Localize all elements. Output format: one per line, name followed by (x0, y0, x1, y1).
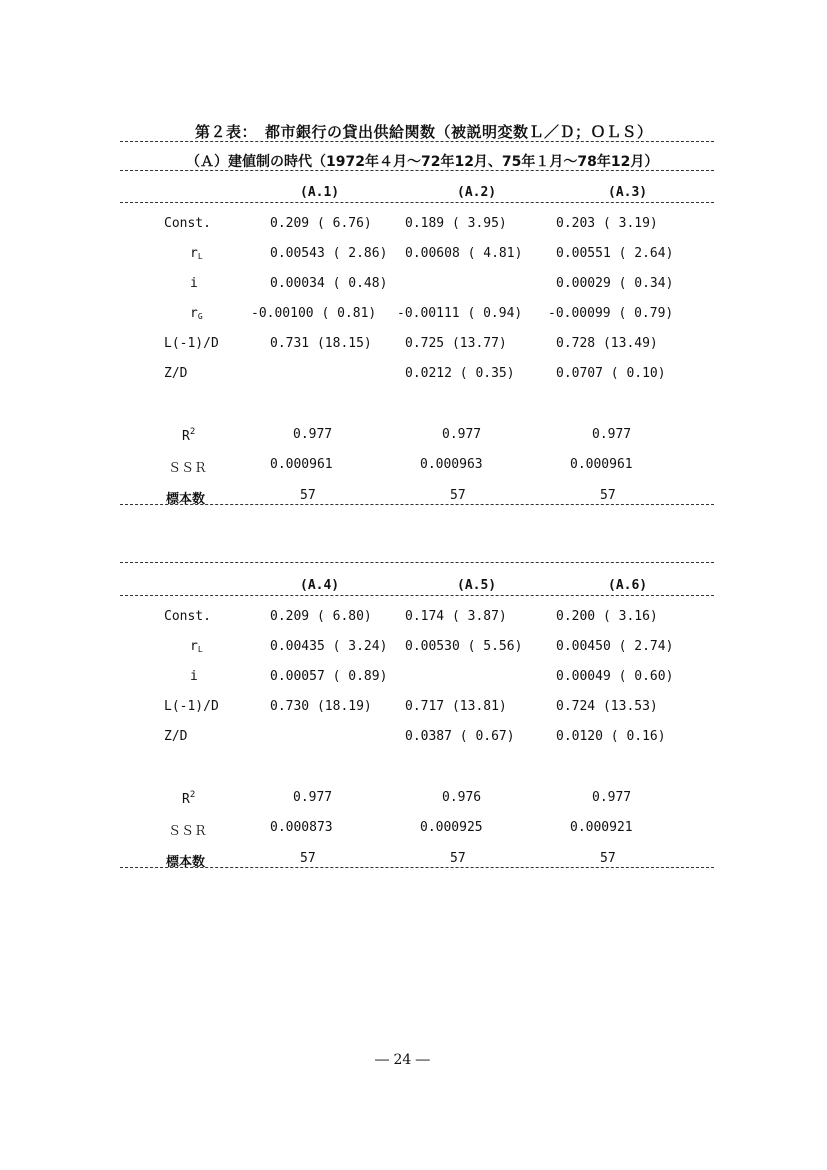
cell: 0.189 ( 3.95) (405, 216, 507, 231)
stat-label-sup: 2 (189, 790, 196, 800)
cell: 0.203 ( 3.19) (556, 216, 658, 231)
header-rule (120, 202, 714, 203)
row-label: Const. (164, 216, 211, 231)
stat-row (120, 457, 714, 479)
table-row (120, 216, 714, 238)
stat-row (120, 820, 714, 842)
cell: 0.000961 (570, 457, 633, 472)
col-header-a6: (A.6) (608, 578, 648, 593)
col-header-a3: (A.3) (608, 185, 648, 200)
stat-label (182, 790, 195, 807)
table-subtitle: （Ａ）建値制の時代（1972年４月～72年12月、75年１月～78年12月） (186, 154, 659, 170)
cell: 0.977 (592, 790, 632, 805)
header-rule (120, 595, 714, 596)
table-title: 第２表： 都市銀行の貸出供給関数（被説明変数Ｌ／Ｄ；ＯＬＳ） (195, 123, 653, 141)
cell: 0.717 (13.81) (405, 699, 507, 714)
cell: 0.000925 (420, 820, 483, 835)
cell: 0.000873 (270, 820, 333, 835)
row-label: i (190, 276, 198, 291)
row-label (190, 639, 203, 654)
cell: 57 (600, 488, 616, 503)
row-label-main: r (190, 246, 198, 261)
cell: 0.0387 ( 0.67) (405, 729, 515, 744)
stat-row (120, 851, 714, 873)
table-row (120, 276, 714, 298)
row-label (190, 306, 203, 321)
cell: 0.977 (293, 790, 333, 805)
stat-label: ＳＳＲ (168, 461, 208, 476)
cell: 0.00029 ( 0.34) (556, 276, 674, 291)
cell: 0.00435 ( 3.24) (270, 639, 388, 654)
cell: 57 (300, 851, 316, 866)
cell: 0.977 (293, 427, 333, 442)
cell: 0.200 ( 3.16) (556, 609, 658, 624)
cell: 57 (450, 488, 466, 503)
cell: 0.731 (18.15) (270, 336, 372, 351)
row-label: Z/D (164, 366, 188, 381)
cell: 0.209 ( 6.80) (270, 609, 372, 624)
cell: 0.0707 ( 0.10) (556, 366, 666, 381)
table-row (120, 336, 714, 358)
cell: 0.00608 ( 4.81) (405, 246, 523, 261)
cell: 0.209 ( 6.76) (270, 216, 372, 231)
col-header-a2: (A.2) (457, 185, 497, 200)
table-a-bottom-rule (120, 504, 714, 505)
page-number: ― 24 ― (375, 1052, 430, 1068)
cell: 0.000963 (420, 457, 483, 472)
cell: 0.00530 ( 5.56) (405, 639, 523, 654)
table-row (120, 246, 714, 268)
row-label: i (190, 669, 198, 684)
cell: 0.000961 (270, 457, 333, 472)
cell: 0.728 (13.49) (556, 336, 658, 351)
stat-label: 標本数 (166, 492, 206, 507)
table-b-header-row (120, 578, 714, 600)
cell: 0.000921 (570, 820, 633, 835)
table-b-bottom-rule (120, 867, 714, 868)
row-label-main: r (190, 306, 198, 321)
row-label-sub: G (197, 312, 203, 321)
cell: -0.00100 ( 0.81) (251, 306, 377, 321)
cell: 0.00057 ( 0.89) (270, 669, 388, 684)
cell: 0.977 (592, 427, 632, 442)
row-label: Const. (164, 609, 211, 624)
table-row (120, 699, 714, 721)
cell: 0.724 (13.53) (556, 699, 658, 714)
cell: 57 (300, 488, 316, 503)
row-label: Z/D (164, 729, 188, 744)
cell: -0.00099 ( 0.79) (548, 306, 674, 321)
cell: 0.00049 ( 0.60) (556, 669, 674, 684)
table-row (120, 609, 714, 631)
cell: 0.730 (18.19) (270, 699, 372, 714)
cell: 57 (600, 851, 616, 866)
table-row (120, 366, 714, 388)
table-row (120, 306, 714, 328)
cell: 0.00551 ( 2.64) (556, 246, 674, 261)
row-label (190, 246, 203, 261)
col-header-a1: (A.1) (300, 185, 340, 200)
stat-label: 標本数 (166, 855, 206, 870)
cell: 0.0120 ( 0.16) (556, 729, 666, 744)
stat-label: ＳＳＲ (168, 824, 208, 839)
cell: 0.977 (442, 427, 482, 442)
stat-row (120, 790, 714, 812)
row-label-sub: L (197, 252, 203, 261)
row-label-main: r (190, 639, 198, 654)
stat-row (120, 488, 714, 510)
cell: -0.00111 ( 0.94) (397, 306, 523, 321)
col-header-a4: (A.4) (300, 578, 340, 593)
row-label: L(-1)/D (164, 336, 219, 351)
table-a-header-row (120, 185, 714, 207)
col-header-a5: (A.5) (457, 578, 497, 593)
cell: 0.00543 ( 2.86) (270, 246, 388, 261)
row-label-sub: L (197, 645, 203, 654)
cell: 0.00450 ( 2.74) (556, 639, 674, 654)
cell: 0.0212 ( 0.35) (405, 366, 515, 381)
stat-label-main: R (182, 792, 190, 807)
subtitle-rule (120, 170, 714, 171)
row-label: L(-1)/D (164, 699, 219, 714)
separator-rule (120, 562, 714, 563)
cell: 0.174 ( 3.87) (405, 609, 507, 624)
table-row (120, 639, 714, 661)
table-row (120, 729, 714, 751)
stat-label-main: R (182, 429, 190, 444)
stat-row (120, 427, 714, 449)
stat-label-sup: 2 (189, 427, 196, 437)
cell: 0.725 (13.77) (405, 336, 507, 351)
cell: 57 (450, 851, 466, 866)
table-row (120, 669, 714, 691)
cell: 0.976 (442, 790, 482, 805)
stat-label (182, 427, 195, 444)
cell: 0.00034 ( 0.48) (270, 276, 388, 291)
title-rule (120, 141, 714, 142)
